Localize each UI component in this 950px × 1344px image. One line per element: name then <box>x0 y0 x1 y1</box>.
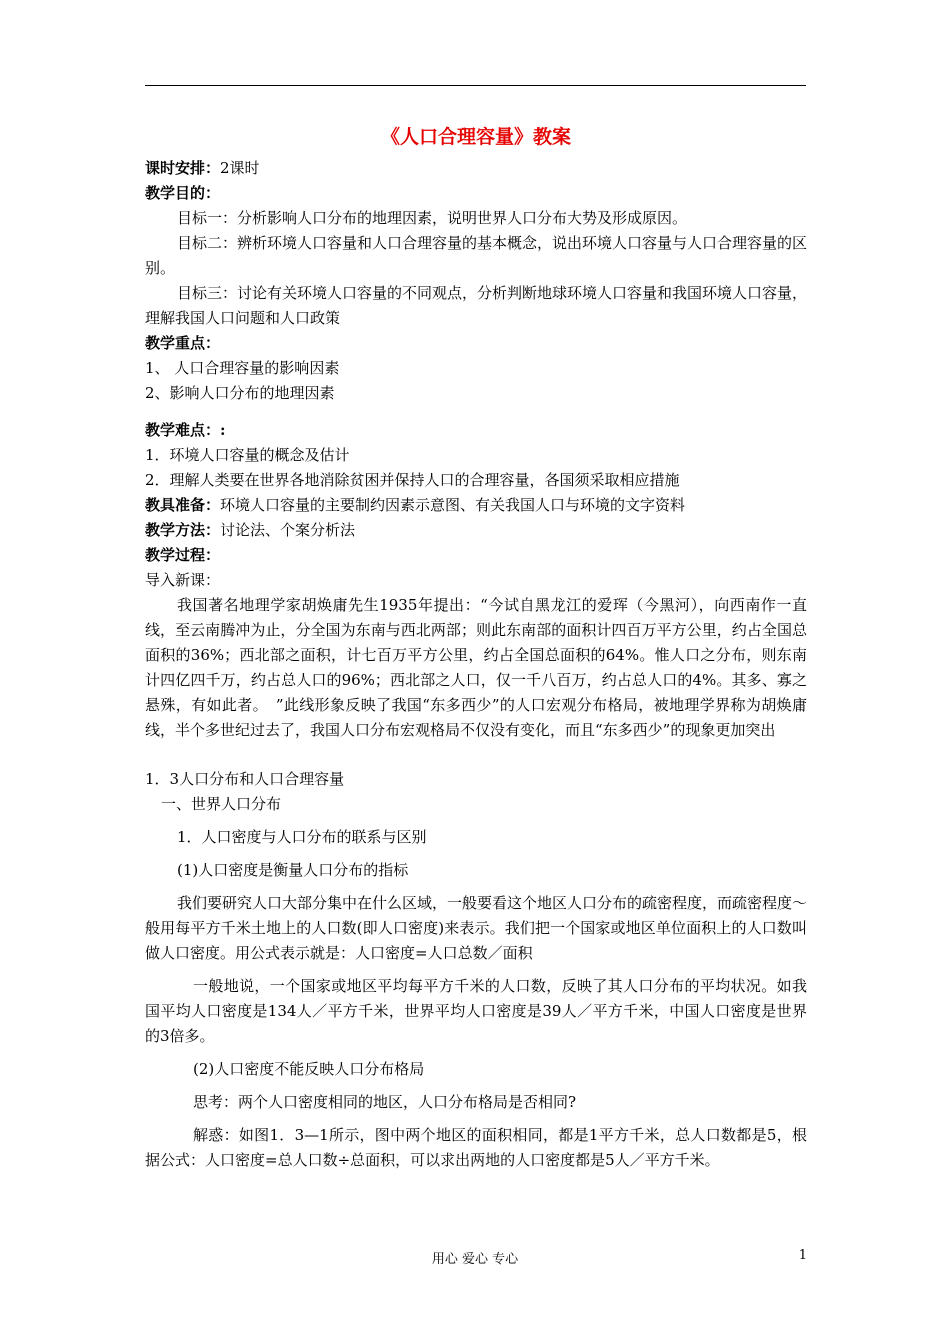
think-line: 思考：两个人口密度相同的地区，人口分布格局是否相同? <box>193 1093 577 1111</box>
section-sub2: 1．人口密度与人口分布的联系与区别 <box>177 828 427 846</box>
density-paragraph: 我们要研究人口大部分集中在什么区域，一般要看这个地区人口分布的疏密程度，而疏密程度～般用每平方千米土地上的人口数(即人口密度)来表示。我们把一个国家或地区单位面积上的人口数叫做人口密度。用公式表示就是：人口密度=人口总数／面积 <box>145 894 808 962</box>
average-paragraph: 一般地说，一个国家或地区平均每平方千米的人口数，反映了其人口分布的平均状况。如我国平均人口密度是134人／平方千米，世界平均人口密度是39人／平方千米，中国人口密度是世界的3倍多。 <box>145 977 807 1045</box>
header-rule <box>145 85 806 86</box>
difficulty-item: 1．环境人口容量的概念及估计 <box>145 446 350 464</box>
goal-item: 目标三：讨论有关环境人口容量的不同观点，分析判断地球环境人口容量和我国环境人口容量，理解我国人口问题和人口政策 <box>145 284 808 327</box>
schedule-line <box>145 156 807 181</box>
explain-paragraph: 解惑：如图1．3—1所示，图中两个地区的面积相同，都是1平方千米，总人口数都是5，根据公式：人口密度=总人口数÷总面积，可以求出两地的人口密度都是5人／平方千米。 <box>145 1126 807 1169</box>
method-value: 讨论法、个案分析法 <box>220 521 356 539</box>
schedule-label: 课时安排： <box>145 159 221 177</box>
section-heading: 1．3人口分布和人口合理容量 <box>145 770 345 788</box>
difficulties-heading: 教学难点：: <box>145 421 226 439</box>
goal-item: 目标二：辨析环境人口容量和人口合理容量的基本概念，说出环境人口容量与人口合理容量的区别。 <box>145 234 808 277</box>
section-sub1: 一、世界人口分布 <box>161 795 282 813</box>
page-number: 1 <box>798 1248 807 1263</box>
method-line <box>145 518 807 543</box>
intro-label: 导入新课： <box>145 571 221 589</box>
section-sub4: (2)人口密度不能反映人口分布格局 <box>193 1060 425 1078</box>
tools-label: 教具准备： <box>145 496 221 514</box>
document-title: 《人口合理容量》教案 <box>380 126 571 148</box>
key-points-heading: 教学重点： <box>145 334 221 352</box>
tools-value: 环境人口容量的主要制约因素示意图、有关我国人口与环境的文字资料 <box>220 496 686 514</box>
goals-heading: 教学目的： <box>145 184 221 202</box>
method-label: 教学方法： <box>145 521 221 539</box>
tools-line <box>145 493 807 518</box>
difficulty-item: 2．理解人类要在世界各地消除贫困并保持人口的合理容量，各国须采取相应措施 <box>145 471 680 489</box>
document-body <box>145 118 807 1173</box>
goal-item: 目标一：分析影响人口分布的地理因素，说明世界人口分布大势及形成原因。 <box>177 209 688 227</box>
intro-paragraph: 我国著名地理学家胡焕庸先生1935年提出：“今试自黑龙江的爱珲（今黑河），向西南作一直线，至云南腾冲为止，分全国为东南与西北两部；则此东南部的面积计四百万平方公里，约占全国总面积的36%；西北部之面积，计七百万平方公里，约占全国总面积的64%。惟人口之分布，则东南计四亿四千万，约占总人口的96%；西北部之人口，仅一千八百万，约占总人口的4%。其多、寡之悬殊，有如此者。 ”此线形象反映了我国“东多西少”的人口宏观分布格局，被地理学界称为胡焕庸线，半个多世纪过去了，我国人口分布宏观格局不仅没有变化，而且“东多西少”的现象更加突出 <box>145 596 807 739</box>
key-point-item: 1、 人口合理容量的影响因素 <box>145 359 340 377</box>
footer-motto: 用心 爱心 专心 <box>431 1252 519 1267</box>
section-sub3: (1)人口密度是衡量人口分布的指标 <box>177 861 409 879</box>
process-heading: 教学过程： <box>145 546 221 564</box>
schedule-value: 2课时 <box>220 159 260 177</box>
key-point-item: 2、影响人口分布的地理因素 <box>145 384 335 402</box>
